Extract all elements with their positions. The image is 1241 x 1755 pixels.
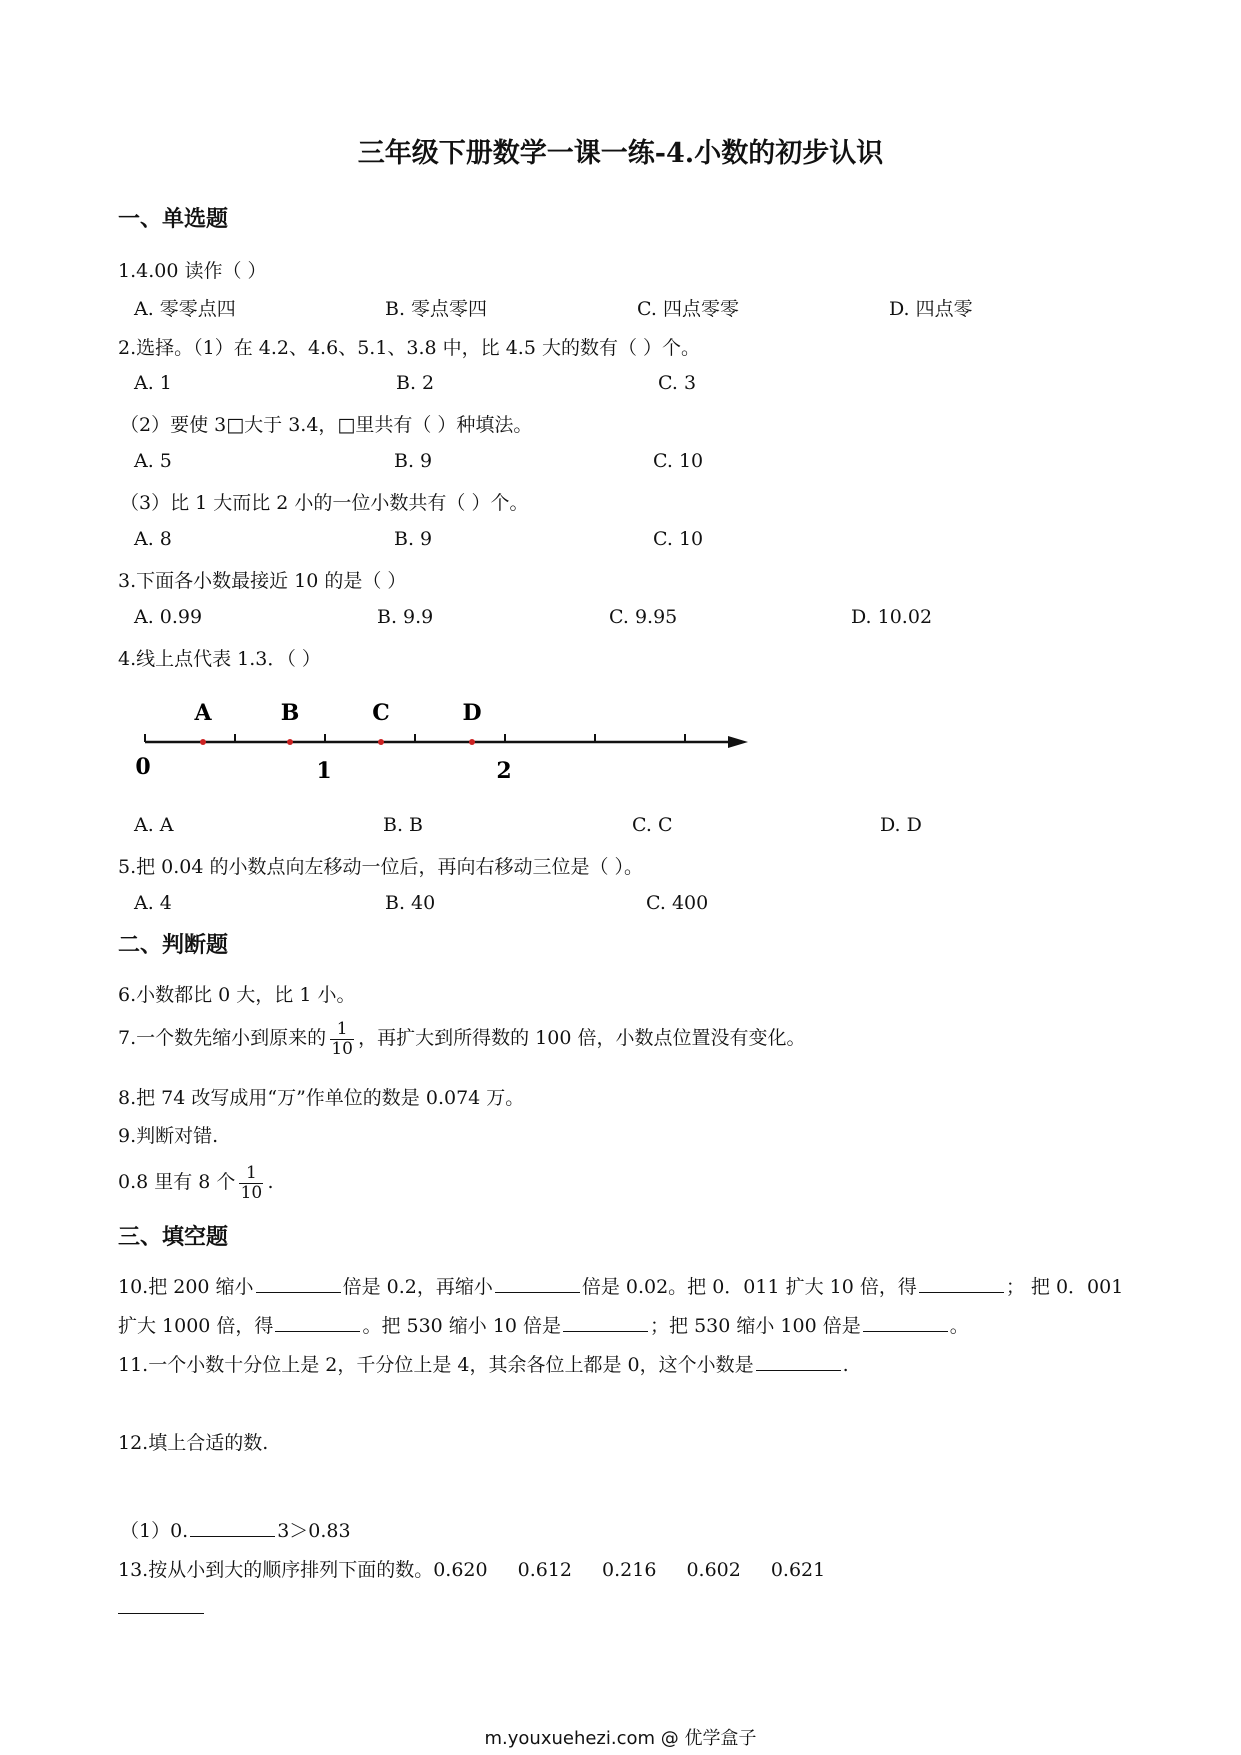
- question-9: 9.判断对错.: [118, 1125, 219, 1147]
- q7-text-post: ，再扩大到所得数的 100 倍，小数点位置没有变化。: [358, 1027, 806, 1049]
- question-7: [118, 1018, 806, 1058]
- point-label-b: B: [280, 700, 300, 726]
- point-label-d: D: [462, 700, 482, 726]
- q5-option-a: A. 4: [134, 892, 172, 914]
- q10-text: ；把 530 缩小 100 倍是: [650, 1315, 861, 1337]
- q2-2-option-b: B. 9: [394, 450, 433, 472]
- question-2-sub-3: （3）比 1 大而比 2 小的一位小数共有（ ）个。: [120, 492, 529, 514]
- fraction-denominator: 10: [240, 1182, 263, 1203]
- tick-label-2: 2: [496, 758, 512, 784]
- number-line-figure: [130, 690, 760, 790]
- q9-text-pre: 0.8 里有 8 个: [118, 1171, 236, 1193]
- question-12-part-1: [120, 1516, 351, 1543]
- point-d-marker: [469, 739, 475, 745]
- question-3-stem: 3.下面各小数最接近 10 的是（ ）: [118, 570, 407, 592]
- q5-option-b: B. 40: [385, 892, 436, 914]
- q13-number: 0.620: [433, 1559, 488, 1581]
- q4-option-a: A. A: [134, 814, 174, 836]
- q7-text-pre: 7.一个数先缩小到原来的: [118, 1027, 327, 1049]
- q10-text: 扩大 1000 倍，得: [118, 1315, 274, 1337]
- question-8: 8.把 74 改写成用“万”作单位的数是 0.074 万。: [118, 1087, 525, 1109]
- q4-option-b: B. B: [383, 814, 424, 836]
- question-9-statement: [118, 1162, 273, 1202]
- q12-text-pre: （1）0.: [120, 1520, 189, 1542]
- answer-blank[interactable]: [756, 1353, 841, 1371]
- q4-option-d: D. D: [880, 814, 922, 836]
- fraction-one-tenth: [239, 1162, 263, 1203]
- q2-3-option-c: C. 10: [653, 528, 704, 550]
- q3-option-c: C. 9.95: [609, 606, 678, 628]
- q1-option-b: B. 零点零四: [385, 298, 488, 320]
- q1-option-d: D. 四点零: [889, 298, 973, 320]
- fraction-numerator: 1: [336, 1018, 348, 1039]
- answer-blank[interactable]: [275, 1314, 360, 1332]
- question-11: [118, 1350, 849, 1377]
- q10-text: 。把 530 缩小 10 倍是: [362, 1315, 562, 1337]
- q2-3-option-b: B. 9: [394, 528, 433, 550]
- section-heading-true-false: 二、判断题: [118, 932, 229, 958]
- q13-number: 0.612: [517, 1559, 573, 1581]
- answer-blank[interactable]: [118, 1596, 204, 1614]
- q13-number: 0.602: [686, 1559, 741, 1581]
- question-10-line-2: [118, 1311, 969, 1338]
- q10-text: 倍是 0.02。把 0．011 扩大 10 倍，得: [581, 1276, 917, 1298]
- fraction-denominator: 10: [331, 1038, 353, 1059]
- number-line-arrowhead: [728, 736, 748, 748]
- point-label-a: A: [194, 700, 212, 726]
- section-heading-fill-in: 三、填空题: [118, 1224, 229, 1250]
- q2-2-option-c: C. 10: [653, 450, 704, 472]
- q2-2-option-a: A. 5: [134, 450, 172, 472]
- q2-3-option-a: A. 8: [134, 528, 172, 550]
- question-2-sub-2: （2）要使 3□大于 3.4，□里共有（ ）种填法。: [120, 414, 533, 436]
- answer-blank[interactable]: [256, 1275, 341, 1293]
- question-1-stem: 1.4.00 读作（ ）: [118, 260, 267, 282]
- q11-text: 11.一个小数十分位上是 2，千分位上是 4，其余各位上都是 0，这个小数是: [118, 1354, 754, 1376]
- q3-option-d: D. 10.02: [851, 606, 933, 628]
- answer-blank[interactable]: [863, 1314, 948, 1332]
- tick-label-0: 0: [135, 754, 151, 780]
- q13-number: 0.621: [770, 1559, 826, 1581]
- q11-text-post: .: [842, 1354, 849, 1376]
- q13-number: 0.216: [602, 1559, 657, 1581]
- footer-watermark: m.youxuehezi.com @ 优学盒子: [484, 1728, 757, 1749]
- fraction-numerator: 1: [246, 1162, 257, 1183]
- page-title: 三年级下册数学一课一练-4.小数的初步认识: [357, 138, 884, 169]
- q10-text: 倍是 0.2，再缩小: [342, 1276, 493, 1298]
- q3-option-b: B. 9.9: [377, 606, 434, 628]
- question-6: 6.小数都比 0 大，比 1 小。: [118, 984, 356, 1006]
- q2-1-option-b: B. 2: [396, 372, 435, 394]
- answer-blank[interactable]: [563, 1314, 648, 1332]
- q4-option-c: C. C: [632, 814, 673, 836]
- point-a-marker: [200, 739, 206, 745]
- section-heading-single-choice: 一、单选题: [118, 206, 229, 232]
- q9-text-post: .: [267, 1171, 274, 1193]
- q10-text: ； 把 0．001: [1005, 1276, 1124, 1298]
- answer-blank[interactable]: [190, 1519, 275, 1537]
- q5-option-c: C. 400: [646, 892, 709, 914]
- question-13: [118, 1555, 825, 1582]
- q10-text: 10.把 200 缩小: [118, 1276, 254, 1298]
- q2-1-option-a: A. 1: [134, 372, 172, 394]
- tick-label-1: 1: [316, 758, 332, 784]
- q13-stem: 13.按从小到大的顺序排列下面的数。: [118, 1559, 434, 1581]
- question-12-stem: 12.填上合适的数.: [118, 1432, 269, 1454]
- answer-blank[interactable]: [919, 1275, 1004, 1293]
- q3-option-a: A. 0.99: [134, 606, 203, 628]
- answer-blank[interactable]: [495, 1275, 580, 1293]
- q1-option-c: C. 四点零零: [637, 298, 739, 320]
- question-10-line-1: [118, 1272, 1123, 1299]
- q1-option-a: A. 零零点四: [134, 298, 236, 320]
- q12-text-post: 3＞0.83: [277, 1520, 351, 1542]
- question-5-stem: 5.把 0.04 的小数点向左移动一位后，再向右移动三位是（ ）。: [118, 856, 644, 878]
- point-label-c: C: [372, 700, 390, 726]
- q2-1-option-c: C. 3: [658, 372, 697, 394]
- question-4-stem: 4.线上点代表 1.3．（ ）: [118, 648, 321, 670]
- point-c-marker: [378, 739, 384, 745]
- q10-text: 。: [949, 1315, 969, 1337]
- question-2-stem: 2.选择。（1）在 4.2、4.6、5.1、3.8 中，比 4.5 大的数有（ ）个。: [118, 337, 700, 359]
- point-b-marker: [287, 739, 293, 745]
- fraction-one-tenth: [330, 1018, 354, 1059]
